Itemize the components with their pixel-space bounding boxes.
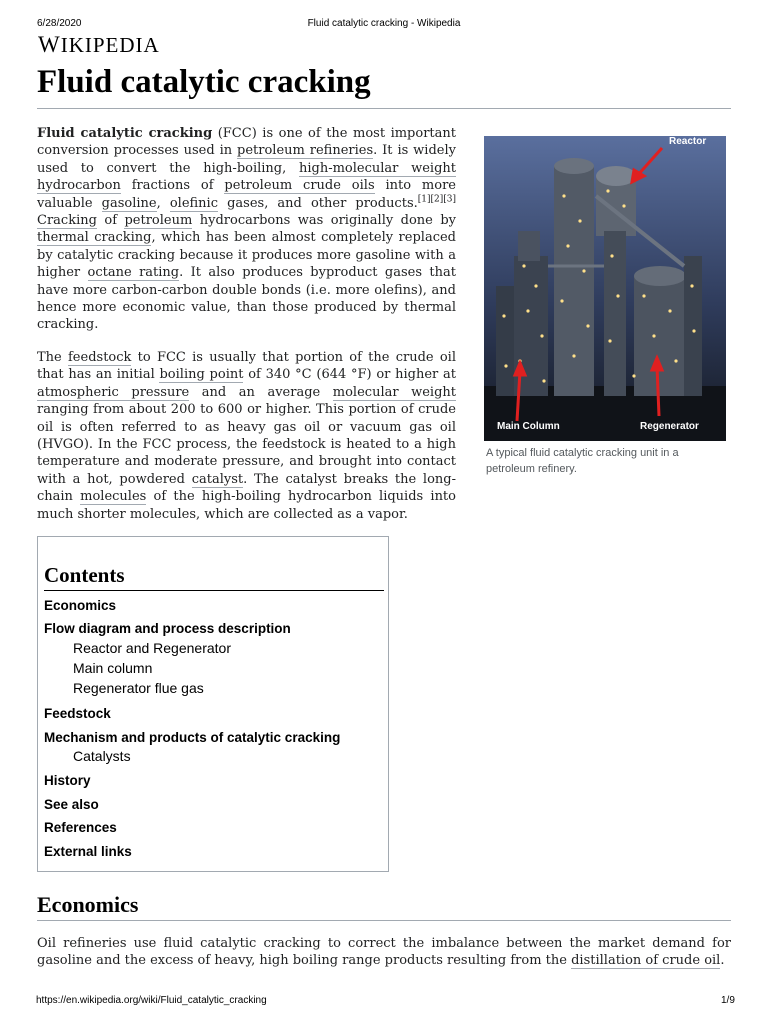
link-distillation-of-crude-oil[interactable]: distillation of crude oil bbox=[571, 953, 721, 969]
toc-item-main-column[interactable]: Main column bbox=[73, 660, 153, 676]
text: . It also produces byproduct gases that have more carbon-carbon double bonds (i.e. more olefins), and hence more economic value, than those produced by thermal cracking. bbox=[37, 265, 456, 333]
section-divider bbox=[37, 920, 731, 921]
link-octane-rating[interactable]: octane rating bbox=[87, 265, 180, 281]
text: , which has been almost completely replaced by catalytic cracking because it produces more gasoline with a higher bbox=[37, 230, 456, 281]
text: fractions of bbox=[120, 178, 225, 194]
feedstock-paragraph bbox=[37, 349, 456, 523]
text: gases, and other products. bbox=[218, 195, 418, 211]
lead-term: Fluid catalytic cracking bbox=[37, 126, 213, 141]
print-date: 6/28/2020 bbox=[37, 18, 82, 29]
title-divider bbox=[37, 108, 731, 109]
refinery-illustration bbox=[484, 136, 726, 441]
text: of 340 °C (644 °F) or higher at bbox=[243, 367, 457, 383]
fcc-unit-photo[interactable] bbox=[484, 136, 726, 441]
toc-item-history[interactable]: History bbox=[44, 773, 91, 788]
toc-item-mechanism[interactable]: Mechanism and products of catalytic cracking bbox=[44, 730, 341, 745]
text: . It is widely used to convert the high-boiling, bbox=[37, 143, 456, 176]
text: of the high-boiling hydrocarbon liquids into much shorter molecules, which are collected as a vapor. bbox=[37, 489, 456, 522]
text: . The catalyst breaks the long-chain bbox=[37, 471, 456, 505]
print-page-number: 1/9 bbox=[721, 995, 735, 1006]
label-regenerator: Regenerator bbox=[640, 421, 699, 432]
text: Oil refineries use fluid catalytic cracking to correct the imbalance between the market demand for gasoline and the excess of heavy, high boiling range products resulting from the bbox=[37, 936, 731, 969]
link-high-molecular-weight[interactable]: high-molecular weight bbox=[298, 160, 456, 176]
text: hydrocarbons was originally done by bbox=[192, 213, 456, 229]
citation-refs[interactable]: [1][2][3] bbox=[417, 194, 456, 205]
text: , bbox=[156, 195, 170, 211]
label-main-column: Main Column bbox=[497, 421, 560, 432]
toc-item-flow-diagram[interactable]: Flow diagram and process description bbox=[44, 621, 291, 636]
link-petroleum[interactable]: petroleum bbox=[124, 213, 193, 229]
section-heading-economics: Economics bbox=[37, 892, 139, 917]
figure-caption: A typical fluid catalytic cracking unit in a petroleum refinery. bbox=[486, 447, 679, 475]
text: (FCC) is one of the most important conversion processes used in bbox=[37, 126, 456, 159]
toc-item-feedstock[interactable]: Feedstock bbox=[44, 706, 111, 721]
print-url: https://en.wikipedia.org/wiki/Fluid_catalytic_cracking bbox=[36, 995, 267, 1006]
link-gasoline[interactable]: gasoline bbox=[101, 195, 157, 211]
link-atmospheric-pressure[interactable]: atmospheric pressure bbox=[37, 384, 190, 400]
intro-paragraph bbox=[37, 125, 456, 334]
toc-item-see-also[interactable]: See also bbox=[44, 797, 99, 812]
toc-item-reactor-regenerator[interactable]: Reactor and Regenerator bbox=[73, 640, 231, 656]
toc-item-references[interactable]: References bbox=[44, 820, 117, 835]
toc-item-regenerator-flue-gas[interactable]: Regenerator flue gas bbox=[73, 680, 204, 696]
table-of-contents bbox=[37, 536, 389, 872]
link-olefinic[interactable]: olefinic bbox=[169, 195, 218, 211]
link-boiling-point[interactable]: boiling point bbox=[159, 367, 244, 383]
label-reactor: Reactor bbox=[669, 136, 707, 147]
economics-paragraph bbox=[37, 935, 731, 970]
print-page-title: Fluid catalytic cracking - Wikipedia bbox=[307, 18, 461, 29]
toc-item-economics[interactable]: Economics bbox=[44, 598, 117, 613]
text: and an average bbox=[189, 384, 333, 400]
link-cracking[interactable]: Cracking bbox=[37, 213, 97, 229]
link-feedstock[interactable]: feedstock bbox=[68, 350, 132, 365]
toc-divider bbox=[44, 590, 384, 591]
link-petroleum-crude-oils[interactable]: petroleum crude oils bbox=[224, 178, 375, 194]
toc-title: Contents bbox=[44, 563, 125, 587]
logo-initial: W bbox=[38, 32, 61, 57]
text: . bbox=[720, 953, 725, 969]
link-thermal-cracking[interactable]: thermal cracking bbox=[37, 230, 152, 246]
link-catalyst[interactable]: catalyst bbox=[191, 471, 244, 487]
link-petroleum-refineries[interactable]: petroleum refineries bbox=[237, 143, 374, 159]
link-molecules[interactable]: molecules bbox=[80, 489, 147, 505]
text: to FCC is usually that portion of the crude oil that has an initial bbox=[37, 350, 456, 383]
text: ranging from about 200 to 600 or higher. This portion of crude oil is often referred to as heavy gas oil or vacuum gas oil (HVGO). In the FCC process, the feedstock is heated to a high temperature and moderate pressure, and brought into contact with a hot, powdered bbox=[37, 402, 456, 487]
link-hydrocarbon[interactable]: hydrocarbon bbox=[37, 178, 121, 194]
logo-rest: IKIPEDIA bbox=[60, 33, 160, 57]
text: of bbox=[96, 213, 125, 229]
wikipedia-logo[interactable] bbox=[38, 32, 160, 58]
toc-item-external-links[interactable]: External links bbox=[44, 844, 132, 859]
text: into more valuable bbox=[37, 178, 456, 211]
toc-item-catalysts[interactable]: Catalysts bbox=[73, 748, 131, 764]
text: The bbox=[37, 350, 68, 365]
link-molecular-weight[interactable]: molecular weight bbox=[332, 384, 457, 400]
page-title: Fluid catalytic cracking bbox=[37, 64, 371, 100]
